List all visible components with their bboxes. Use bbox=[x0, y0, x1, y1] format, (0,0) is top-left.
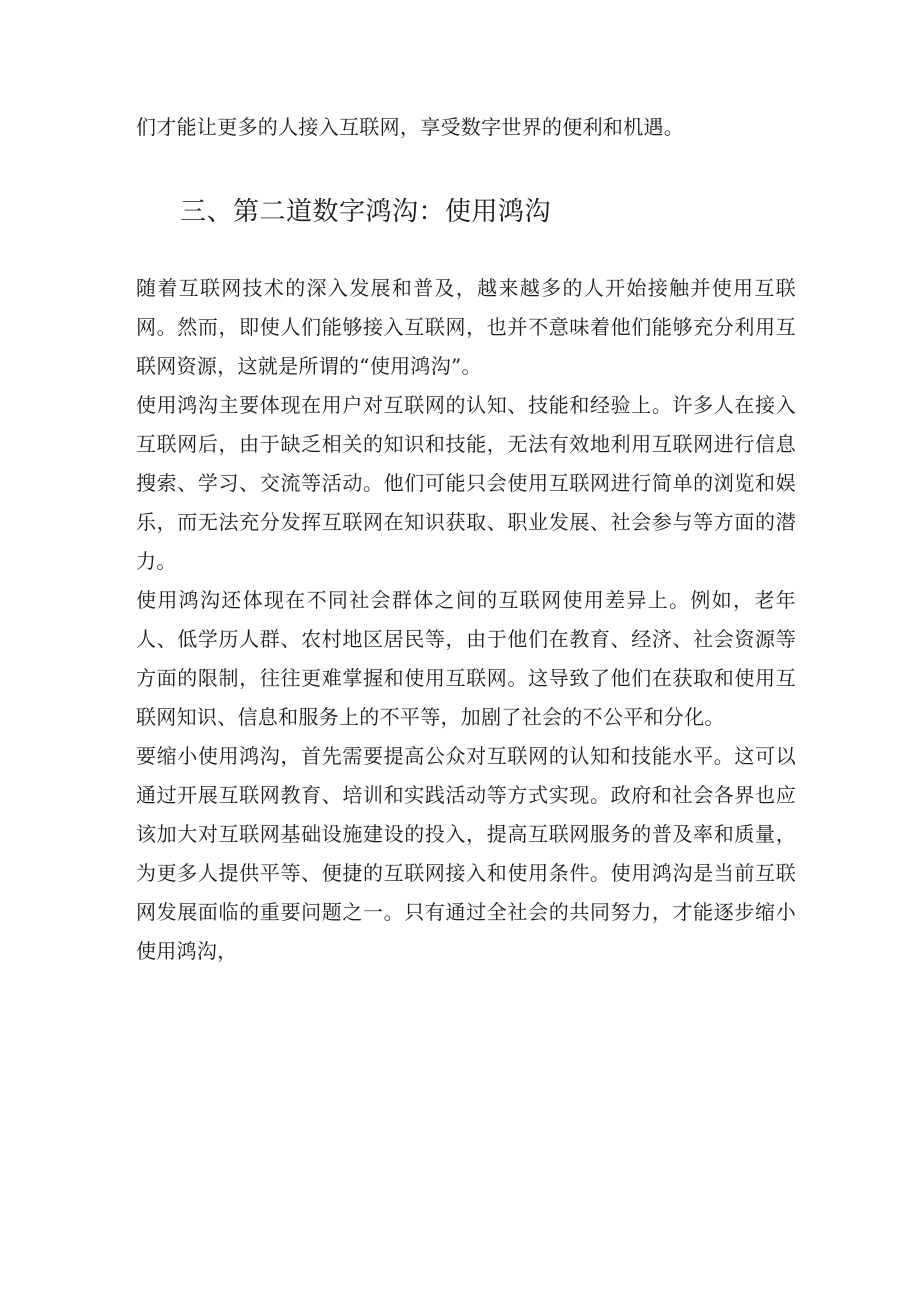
paragraph-1: 随着互联网技术的深入发展和普及，越来越多的人开始接触并使用互联网。然而，即使人们能够接入互联网，也并不意味着他们能够充分利用互联网资源，这就是所谓的“使用鸿沟”。 bbox=[136, 276, 796, 378]
paragraph-3: 使用鸿沟还体现在不同社会群体之间的互联网使用差异上。例如，老年人、低学历人群、农村地区居民等，由于他们在教育、经济、社会资源等方面的限制，往往更难掌握和使用互联网。这导致了他们在获取和使用互联网知识、信息和服务上的不平等，加剧了社会的不公平和分化。 bbox=[136, 588, 796, 729]
paragraph-4: 要缩小使用鸿沟，首先需要提高公众对互联网的认知和技能水平。这可以通过开展互联网教育、培训和实践活动等方式实现。政府和社会各界也应该加大对互联网基础设施建设的投入，提高互联网服务的普及率和质量，为更多人提供平等、便捷的互联网接入和使用条件。使用鸿沟是当前互联网发展面临的重要问题之一。只有通过全社会的共同努力，才能逐步缩小使用鸿沟， bbox=[136, 744, 796, 963]
document-body bbox=[136, 108, 796, 971]
intro-line: 们才能让更多的人接入互联网，享受数字世界的便利和机遇。 bbox=[136, 115, 685, 139]
paragraph-2: 使用鸿沟主要体现在用户对互联网的认知、技能和经验上。许多人在接入互联网后，由于缺乏相关的知识和技能，无法有效地利用互联网进行信息搜索、学习、交流等活动。他们可能只会使用互联网进行简单的浏览和娱乐，而无法充分发挥互联网在知识获取、职业发展、社会参与等方面的潜力。 bbox=[136, 393, 796, 573]
section-body bbox=[136, 269, 796, 971]
section-heading: 三、第二道数字鸿沟：使用鸿沟 bbox=[180, 197, 552, 227]
